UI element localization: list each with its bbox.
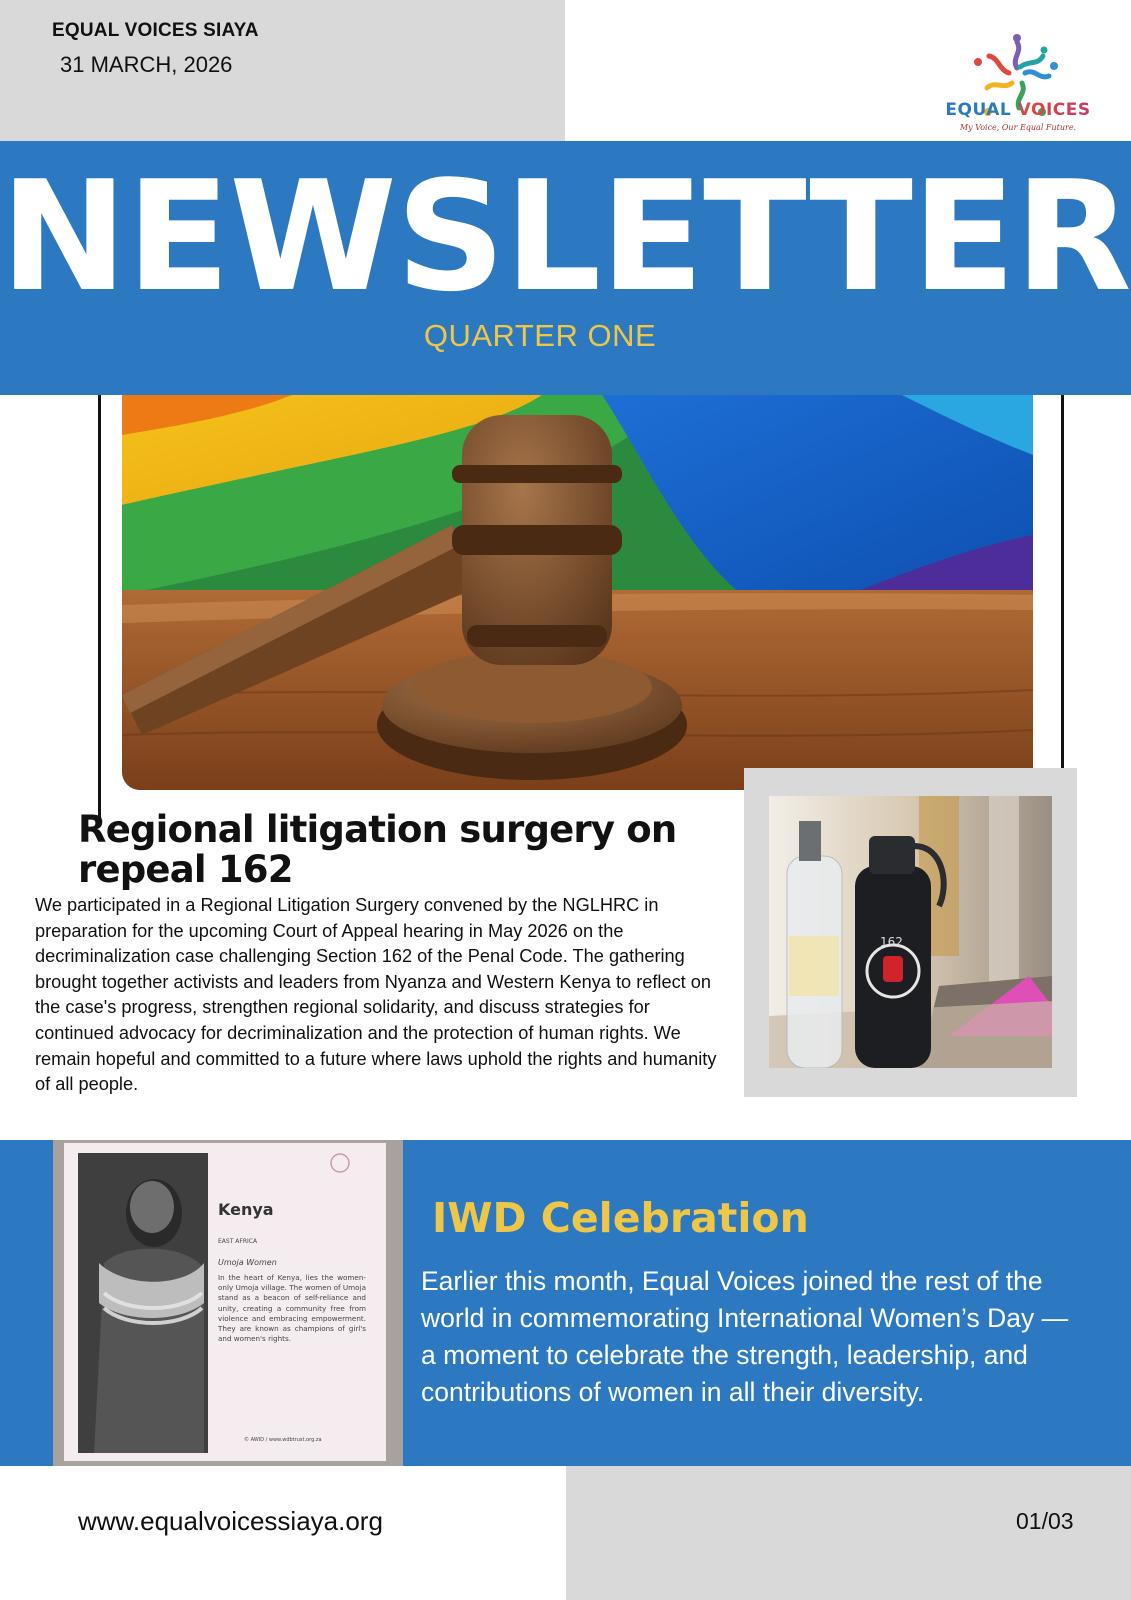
poster-text: In the heart of Kenya, lies the women-only Umoja village. The women of Umoja stand as a beacon of self-reliance and unity, creating a community free from violence and embracing empowerment. They are known as champions of girl's and women's rights. bbox=[218, 1273, 366, 1344]
iwd-title: IWD Celebration bbox=[432, 1194, 809, 1242]
quarter-label: QUARTER ONE bbox=[423, 318, 657, 353]
logo-text: EQUAL VOICES bbox=[945, 100, 1091, 120]
bottle-label: 162 bbox=[880, 935, 903, 949]
article-title: Regional litigation surgery on repeal 162 bbox=[78, 808, 677, 891]
poster-region: EAST AFRICA bbox=[218, 1238, 258, 1245]
iwd-body: Earlier this month, Equal Voices joined the rest of the world in commemorating International Women’s Day — a moment to celebrate the strength, leadership, and contributions of women in all their diversity. bbox=[421, 1266, 1069, 1407]
page-number: 01/03 bbox=[1016, 1508, 1074, 1534]
org-name: EQUAL VOICES SIAYA bbox=[52, 20, 259, 41]
water-bottle-photo bbox=[769, 796, 1052, 1068]
poster-heading: Kenya bbox=[218, 1200, 274, 1219]
poster-credit: © AWID / www.wdbtrust.org.za bbox=[244, 1437, 322, 1443]
poster-subtitle: Umoja Women bbox=[218, 1258, 277, 1267]
logo-tagline: My Voice, Our Equal Future. bbox=[959, 123, 1077, 132]
gavel-photo bbox=[122, 395, 1033, 790]
umoja-poster-photo bbox=[64, 1143, 386, 1461]
newsletter-title: NEWSLETTER bbox=[0, 148, 1131, 325]
website-link[interactable]: www.equalvoicessiaya.org bbox=[78, 1506, 383, 1536]
issue-date: 31 MARCH, 2026 bbox=[60, 52, 233, 77]
article-body: We participated in a Regional Litigation Surgery convened by the NGLHRC in preparation for the upcoming Court of Appeal hearing in May 2026 on the decriminalization case challenging Section 162 of the Penal Code. The gathering brought together activists and leaders from Nyanza and Western Kenya to reflect on the case's progress, strengthen regional solidarity, and discuss strategies for continued advocacy for decriminalization and the protection of human rights. We remain hopeful and committed to a future where laws uphold the rights and humanity of all people. bbox=[35, 895, 717, 1095]
